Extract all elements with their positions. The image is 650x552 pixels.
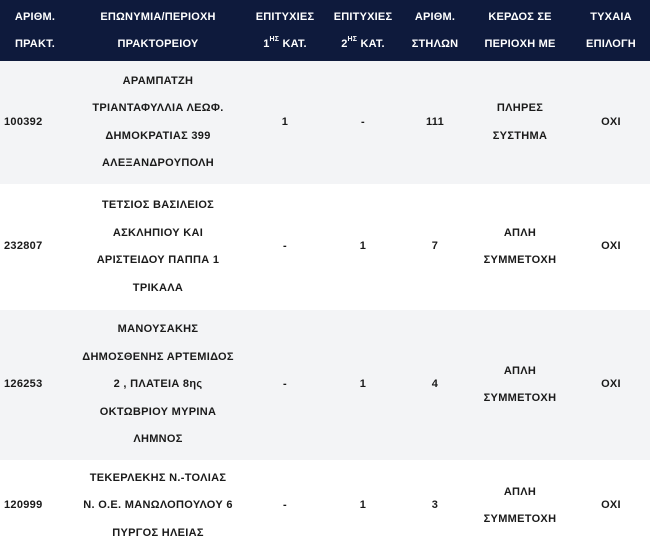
header-line: ΕΠΙΛΟΓΗ [586, 37, 636, 50]
agency-name-cell [70, 309, 246, 461]
header-line: ΕΠΙΤΥΧΙΕΣ [255, 10, 315, 23]
header-line: ΚΑΤ. [357, 37, 385, 50]
agency-line: 2 , ΠΛΑΤΕΙΑ 8ης [113, 378, 203, 391]
win-type-line: ΑΠΛΗ [503, 364, 537, 377]
agency-line: ΤΕΤΣΙΟΣ ΒΑΣΙΛΕΙΟΣ [101, 199, 215, 211]
header-win-type [468, 0, 572, 61]
agency-line: ΜΑΝΟΥΣΑΚΗΣ [117, 323, 199, 336]
win-type-cell [468, 185, 572, 309]
header-line: ΑΡΙΘΜ. [14, 10, 56, 23]
header-line: 1 [263, 37, 270, 50]
random-pick-cell: ΟΧΙ [572, 309, 650, 461]
agency-code-cell: 126253 [0, 309, 70, 461]
win-type-cell [468, 309, 572, 461]
win-type-line: ΠΛΗΡΕΣ [496, 102, 544, 114]
agency-line: ΛΗΜΝΟΣ [133, 433, 183, 446]
header-line: ΣΤΗΛΩΝ [411, 37, 459, 50]
win-type-cell [468, 461, 572, 551]
random-pick-cell: ΟΧΙ [572, 185, 650, 309]
header-line: ΚΕΡΔΟΣ ΣΕ [488, 10, 552, 23]
agency-line: ΤΕΚΕΡΛΕΚΗΣ Ν.-ΤΟΛΙΑΣ [89, 471, 227, 484]
win-type-cell [468, 61, 572, 185]
header-line: ΕΠΙΤΥΧΙΕΣ [333, 10, 393, 23]
table-header [0, 0, 650, 61]
win-type-line: ΑΠΛΗ [503, 226, 537, 239]
second-category-cell: 1 [324, 461, 402, 551]
header-random-pick [572, 0, 650, 61]
agency-code-cell: 232807 [0, 185, 70, 309]
header-superscript: ΗΣ [347, 35, 358, 43]
header-agency-name [70, 0, 246, 61]
second-category-cell: - [324, 61, 402, 185]
random-pick-cell: ΟΧΙ [572, 61, 650, 185]
agency-line: ΤΡΙΚΑΛΑ [132, 281, 184, 294]
agency-code-cell: 100392 [0, 61, 70, 185]
header-columns-count [402, 0, 468, 61]
agency-line: ΑΛΕΞΑΝΔΡΟΥΠΟΛΗ [101, 157, 215, 169]
columns-count-cell: 4 [402, 309, 468, 461]
table-row [0, 61, 650, 185]
header-line: ΤΥΧΑΙΑ [590, 10, 632, 23]
win-type-line: ΑΠΛΗ [503, 485, 537, 498]
agency-line: Ν. Ο.Ε. ΜΑΝΩΛΟΠΟΥΛΟΥ 6 [83, 499, 233, 512]
agency-code-cell: 120999 [0, 461, 70, 551]
win-type-line: ΣΥΜΜΕΤΟΧΗ [483, 254, 557, 266]
agency-line: ΑΣΚΛΗΠΙΟΥ ΚΑΙ [112, 226, 204, 239]
header-line: ΚΑΤ. [279, 37, 307, 50]
columns-count-cell: 7 [402, 185, 468, 309]
header-line: 2 [341, 37, 348, 50]
agency-name-cell [70, 461, 246, 551]
agency-line: ΑΡΑΜΠΑΤΖΗ [122, 74, 194, 87]
first-category-cell: - [246, 461, 324, 551]
table-body [0, 61, 650, 551]
header-line: ΕΠΩΝΥΜΙΑ/ΠΕΡΙΟΧΗ [100, 10, 216, 23]
agency-line: ΤΡΙΑΝΤΑΦΥΛΛΙΑ ΛΕΩΦ. [92, 102, 224, 114]
win-type-line: ΣΥΜΜΕΤΟΧΗ [483, 513, 557, 525]
first-category-cell: 1 [246, 61, 324, 185]
columns-count-cell: 111 [402, 61, 468, 185]
header-second-category [324, 0, 402, 61]
header-row [0, 0, 650, 61]
header-line: ΠΡΑΚΤΟΡΕΙΟΥ [117, 37, 199, 50]
second-category-cell: 1 [324, 309, 402, 461]
agency-line: ΟΚΤΩΒΡΙΟΥ ΜΥΡΙΝΑ [99, 405, 217, 418]
header-line: ΠΡΑΚΤ. [14, 37, 56, 50]
first-category-cell: - [246, 309, 324, 461]
first-category-cell: - [246, 185, 324, 309]
agency-line: ΔΗΜΟΚΡΑΤΙΑΣ 399 [105, 129, 211, 142]
columns-count-cell: 3 [402, 461, 468, 551]
agency-line: ΠΥΡΓΟΣ ΗΛΕΙΑΣ [112, 526, 204, 539]
second-category-cell: 1 [324, 185, 402, 309]
random-pick-cell: ΟΧΙ [572, 461, 650, 551]
header-line: ΠΕΡΙΟΧΗ ΜΕ [484, 37, 556, 50]
header-agency-code [0, 0, 70, 61]
header-superscript: ΗΣ [269, 35, 280, 43]
win-type-line: ΣΥΣΤΗΜΑ [492, 129, 548, 142]
agency-name-cell [70, 185, 246, 309]
table-row [0, 185, 650, 309]
win-type-line: ΣΥΜΜΕΤΟΧΗ [483, 392, 557, 404]
header-first-category [246, 0, 324, 61]
agency-line: ΑΡΙΣΤΕΙΔΟΥ ΠΑΠΠΑ 1 [96, 254, 220, 266]
header-line: ΑΡΙΘΜ. [414, 10, 456, 23]
agency-line: ΔΗΜΟΣΘΕΝΗΣ ΑΡΤΕΜΙΔΟΣ [82, 350, 234, 363]
table-row [0, 309, 650, 461]
agency-name-cell [70, 61, 246, 185]
table-row [0, 461, 650, 551]
